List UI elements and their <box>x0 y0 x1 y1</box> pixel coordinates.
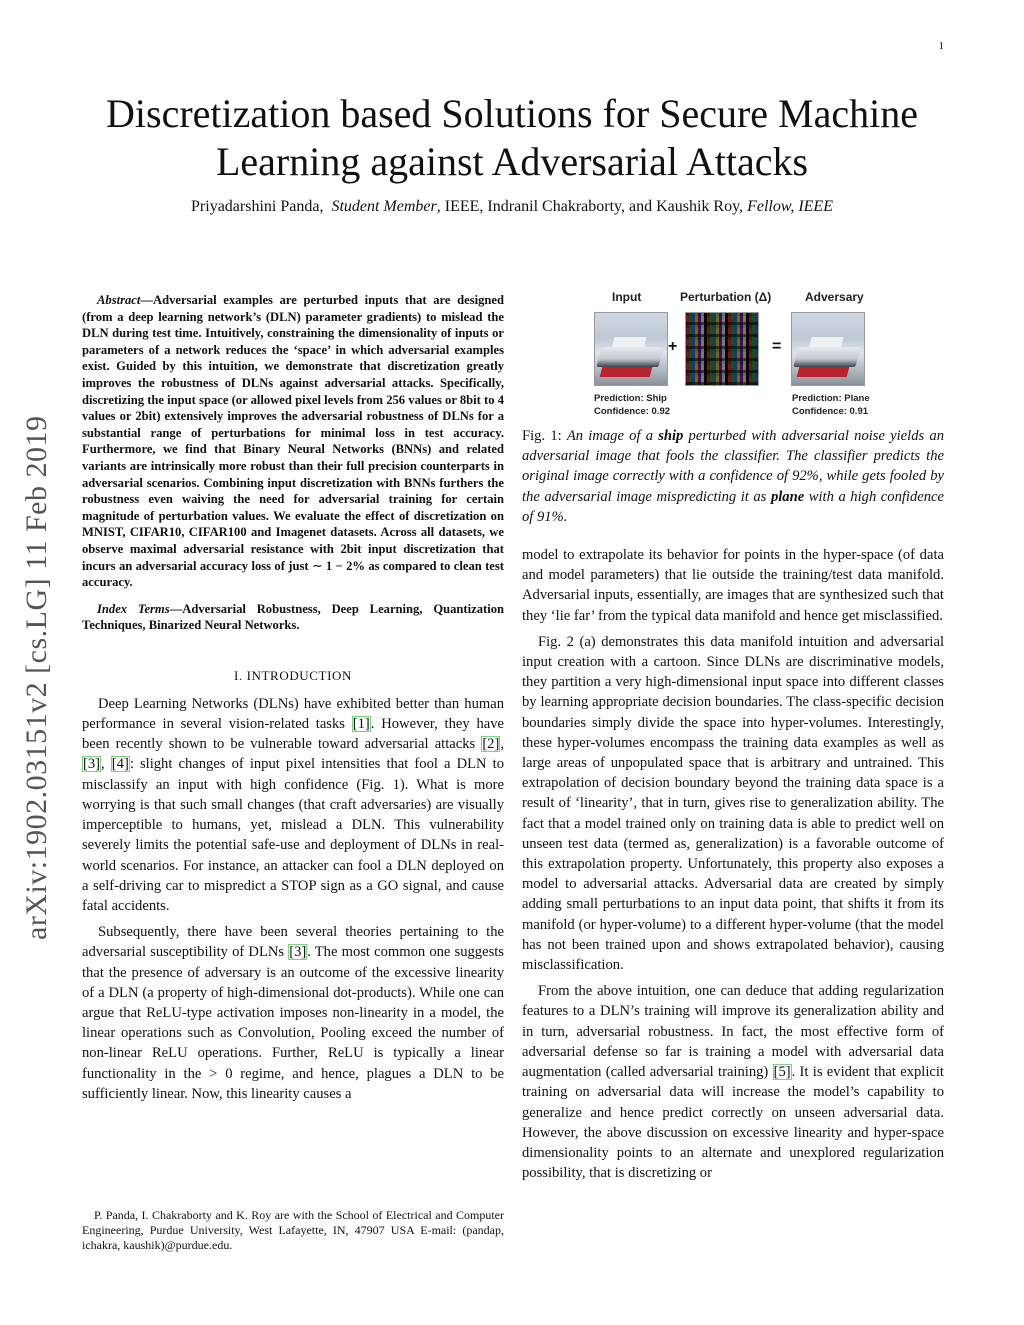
text-span: Subsequently, there have been several theories pertaining to the adversarial susceptibility of DLNs <box>82 924 504 961</box>
text-span: . However, they have been recently shown to be vulnerable toward adversarial attacks <box>82 716 504 753</box>
figure-label-perturbation: Perturbation (Δ) <box>680 290 772 304</box>
text-span: , <box>101 756 111 773</box>
text-span: . It is evident that explicit training on adversarial data will increase the model’s capability to generalize and hence predict correctly on unseen adversarial data. However, the above discussion on excessive linearity and hyper-space dimensionality points to an alternate and unexplored regularization possibility, that is discretizing or <box>522 1064 944 1182</box>
plus-operator: + <box>668 338 678 355</box>
adversary-prediction-class: Prediction: Plane <box>792 393 870 404</box>
text-span: Deep Learning Networks (DLNs) have exhibited better than human performance in several vision-related tasks <box>82 695 504 733</box>
text-span: From the above intuition, one can deduce that adding regularization features to a DLN’s training will improve its generalization ability and in turn, adversarial robustness. In fact, the most effective form of adversarial defense so far is training a model with adversarial data augmentation (called adversarial training) <box>522 983 944 1081</box>
perturbation-noise-image <box>685 312 759 386</box>
author-line <box>60 198 964 216</box>
intro-paragraph-1 <box>82 694 504 916</box>
citation-link[interactable]: [3] <box>83 756 101 773</box>
intro-paragraph-2 <box>82 922 504 1104</box>
text-span: An image of a <box>566 428 659 444</box>
paper-title: Discretization based Solutions for Secure Machine Learning against Adversarial Attacks <box>106 91 918 184</box>
equals-operator: = <box>772 338 782 355</box>
author-3-role: Fellow, IEEE <box>747 198 833 215</box>
index-terms <box>82 601 504 634</box>
adversarial-ship-image <box>791 312 865 386</box>
abstract <box>82 292 504 591</box>
caption-emphasis-ship: ship <box>658 428 684 444</box>
text-span: with a high confidence of 91%. <box>522 488 945 525</box>
input-prediction-confidence: Confidence: 0.92 <box>594 406 671 417</box>
input-prediction-class: Prediction: Ship <box>594 393 667 404</box>
citation-link[interactable]: [2] <box>482 736 500 753</box>
text-span: , <box>500 736 504 753</box>
citation-link[interactable]: [1] <box>352 716 370 733</box>
input-ship-image <box>594 312 668 386</box>
author-1: Priyadarshini Panda, <box>191 198 324 215</box>
figure-1-caption <box>522 426 944 527</box>
input-prediction <box>594 392 670 418</box>
abstract-text: —Adversarial examples are perturbed inputs that are designed (from a deep learning network’s (DLN) parameter gradients) to mislead the DLN during test time. Intuitively, constraining the dimensionality of inputs or parameters of a network reduces the ‘space’ in which adversarial examples exist. Guided by this intuition, we demonstrate that discretization greatly improves the robustness of DLNs against adversarial attacks. Specifically, discretizing the input space (or allowed pixel levels from 256 values or 8bit to 4 values or 2bit) extensively improves the adversarial robustness of DLNs for a substantial range of perturbations for minimal loss in test accuracy. Furthermore, we find that Binary Neural Networks (BNNs) and related variants are intrinsically more robust than their full precision counterparts in adversarial scenarios. Combining input discretization with BNNs furthers the robustness even waiving the need for adversarial training for certain magnitude of perturbation values. We evaluate the effect of discretization on MNIST, CIFAR10, CIFAR100 and Imagenet datasets. Across all datasets, we observe maximal adversarial resistance with 2bit input discretization that incurs an adversarial accuracy loss of just ∼ 1 − 2% as compared to clean test accuracy. <box>82 293 504 590</box>
figure-label-adversary: Adversary <box>805 290 864 304</box>
author-1-role: Student Member <box>331 198 437 215</box>
citation-link[interactable]: [4] <box>111 756 129 773</box>
caption-prefix: Fig. 1: <box>522 428 567 444</box>
citation-link[interactable]: [5] <box>773 1064 791 1081</box>
figure-1 <box>522 290 944 420</box>
right-column <box>522 290 944 1183</box>
adversary-prediction-confidence: Confidence: 0.91 <box>792 406 869 417</box>
section-heading-introduction: I. INTRODUCTION <box>233 667 353 683</box>
adversary-prediction <box>792 392 870 418</box>
index-terms-text: —Adversarial Robustness, Deep Learning, Quantization Techniques, Binarized Neural Networks. <box>82 601 504 633</box>
citation-link[interactable]: [3] <box>289 944 307 961</box>
figure-label-input: Input <box>612 290 642 304</box>
text-span: : slight changes of input pixel intensities that fool a DLN to misclassify an input with high confidence (Fig. 1). What is more worrying is that such small changes (that craft adversaries) are visually imperceptible to humans, yet, mislead a DLN. This vulnerability severely limits the potential safe-use and deployment of DLNs in real-world scenarios. For instance, an attacker can fool a DLN deployed on a self-driving car to mispredict a STOP sign as a GO signal, and cause fatal accidents. <box>82 756 505 914</box>
text-span: . The most common one suggests that the presence of adversary is an outcome of the excessive linearity of a DLN (a property of high-dimensional dot-products). While one can argue that ReLU-type activation imposes non-linearity in a model, the linear operations such as Convolution, Pooling exceed the number of non-linear ReLU operations. Further, ReLU is typically a linear functionality in the > 0 regime, and hence, plagues a DLN to be sufficiently linear. Now, this linearity causes a <box>82 944 504 1102</box>
text-span: perturbed with adversarial noise yields an adversarial image that fools the classifier. The classifier predicts the original image correctly with a confidence of 92%, while gets fooled by the adversarial image mispredicting it as <box>522 428 944 505</box>
right-paragraph-1: model to extrapolate its behavior for points in the hyper-space (of data and model parameters) that lie outside the training/test data manifold. Adversarial inputs, essentially, are images that are synthesized such that they ‘lie far’ from the typical data manifold and hence get misclassified. <box>522 547 944 624</box>
arxiv-identifier: arXiv:1902.03151v2 [cs.LG] 11 Feb 2019 <box>20 415 53 940</box>
author-2-3: , Indranil Chakraborty, and Kaushik Roy, <box>479 198 744 215</box>
right-paragraph-2: Fig. 2 (a) demonstrates this data manifold intuition and adversarial input creation with a cartoon. Since DLNs are discriminative models, they partition a very high-dimensional input space into different classes by learning appropriate decision boundaries. The class-specific decision boundaries simply divide the space into hyper-volumes. Interestingly, these hyper-volumes encompass the training data examples as well as large areas of unpopulated space that is arbitrary and untrained. This extrapolation of decision boundary beyond the training data space is a result of ‘linearity’, that in turn, gives rise to generalization ability. The fact that a model trained only on training data is able to predict well on unseen test data (termed as, generalization) is a favorable outcome of this extrapolation property. Unfortunately, this property also exposes a model to adversarial attacks. Adversarial data are created by simply adding small perturbations to an input data point, that shifts it from its manifold (or hyper-volume) to a different hyper-volume (that the model has not been trained upon and shows extrapolated behavior), causing misclassification. <box>522 633 944 974</box>
index-terms-label: Index Terms <box>97 601 170 616</box>
caption-emphasis-plane: plane <box>770 488 805 505</box>
right-paragraph-3 <box>522 981 944 1183</box>
page-number: 1 <box>938 40 944 52</box>
left-column <box>82 292 504 1104</box>
author-footnote: P. Panda, I. Chakraborty and K. Roy are with the School of Electrical and Computer Engineering, Purdue University, West Lafayette, IN, 47907 USA E-mail: (pandap, ichakra, kaushik)@purdue.edu. <box>82 1208 504 1252</box>
author-1-org: , IEEE <box>436 198 480 215</box>
abstract-label: Abstract <box>97 293 141 307</box>
